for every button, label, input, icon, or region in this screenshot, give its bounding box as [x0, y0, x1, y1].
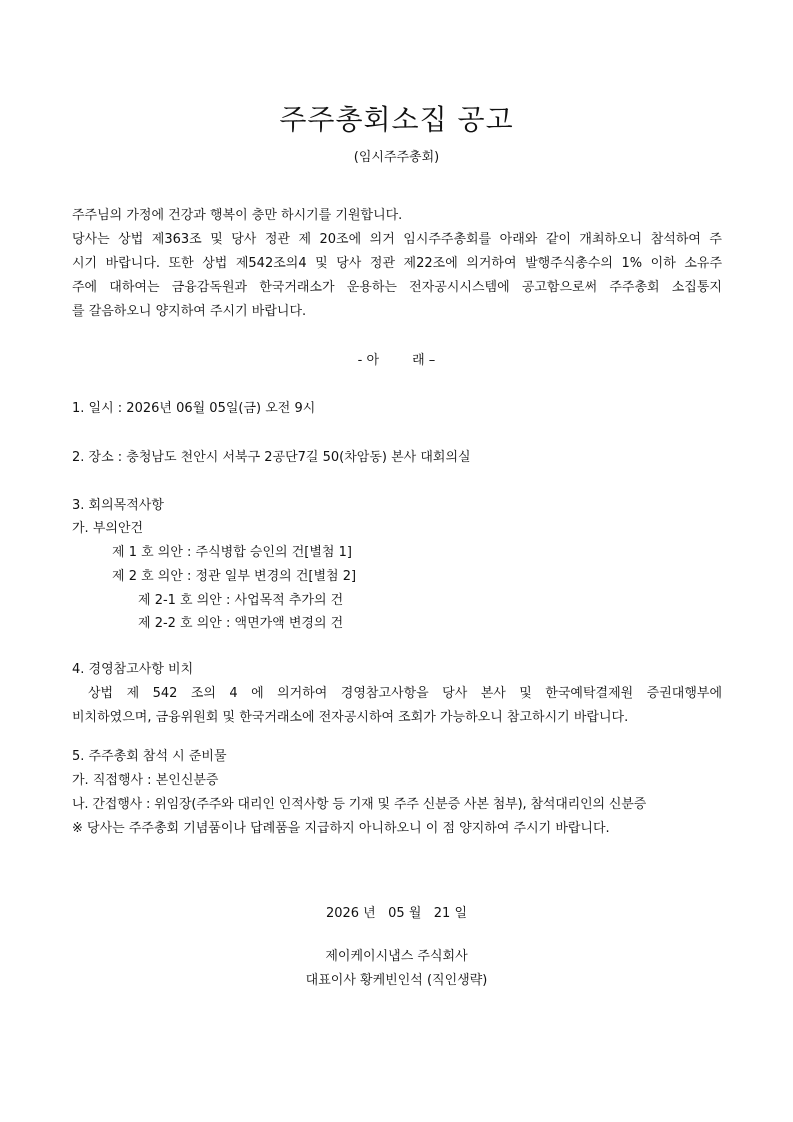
item-preparation-heading: 5. 주주총회 참석 시 준비물: [72, 749, 227, 764]
item-direct-exercise: 가. 직접행사 : 본인신분증: [72, 773, 219, 788]
item-reference-heading: 4. 경영참고사항 비치: [72, 662, 194, 677]
item-location: 2. 장소 : 충청남도 천안시 서북구 2공단7길 50(차암동) 본사 대회의실: [72, 450, 471, 465]
intro-line-2: 당사는 상법 제363조 및 당사 정관 제 20조에 의거 임시주주총회를 아래와 같이 개최하오니 참석하여 주: [72, 232, 722, 247]
agenda-item-2: 제 2 호 의안 : 정관 일부 변경의 건[별첨 2]: [112, 569, 357, 584]
item-reference-line-1: 상법 제 542 조의 4 에 의거하여 경영참고사항을 당사 본사 및 한국예탁결제원 증권대행부에: [88, 686, 722, 701]
page-title: 주주총회소집 공고: [279, 103, 514, 136]
item-indirect-exercise: 나. 간접행사 : 위임장(주주와 대리인 인적사항 등 기재 및 주주 신분증 사본 첨부), 참석대리인의 신분증: [72, 797, 647, 812]
page-subtitle: (임시주주총회): [353, 150, 440, 165]
agenda-item-1: 제 1 호 의안 : 주식병합 승인의 건[별첨 1]: [112, 545, 352, 560]
agenda-item-2-1: 제 2-1 호 의안 : 사업목적 추가의 건: [138, 593, 344, 608]
company-name: 제이케이시냅스 주식회사: [325, 949, 468, 964]
representative-name: 대표이사 황케빈인석 (직인생략): [305, 973, 488, 988]
item-agenda-heading: 3. 회의목적사항: [72, 498, 164, 513]
item-agenda-subheading: 가. 부의안건: [72, 521, 144, 536]
item-gift-note: ※ 당사는 주주총회 기념품이나 답례품을 지급하지 아니하오니 이 점 양지하여 주시기 바랍니다.: [72, 821, 610, 836]
notice-header: - 아 래 –: [357, 353, 436, 368]
intro-line-3: 시기 바랍니다. 또한 상법 제542조의4 및 당사 정관 제22조에 의거하여 발행주식총수의 1% 이하 소유주: [72, 256, 722, 271]
intro-line-4: 주에 대하여는 금융감독원과 한국거래소가 운용하는 전자공시시스템에 공고함으로써 주주총회 소집통지: [72, 280, 722, 295]
notice-date: 2026 년 05 월 21 일: [325, 906, 468, 921]
intro-line-5: 를 갈음하오니 양지하여 주시기 바랍니다.: [72, 304, 307, 319]
intro-line-1: 주주님의 가정에 건강과 행복이 충만 하시기를 기원합니다.: [72, 208, 403, 223]
item-reference-line-2: 비치하였으며, 금융위원회 및 한국거래소에 전자공시하여 조회가 가능하오니 참고하시기 바랍니다.: [72, 710, 629, 725]
item-date-time: 1. 일시 : 2026년 06월 05일(금) 오전 9시: [72, 401, 316, 416]
agenda-item-2-2: 제 2-2 호 의안 : 액면가액 변경의 건: [138, 616, 344, 631]
